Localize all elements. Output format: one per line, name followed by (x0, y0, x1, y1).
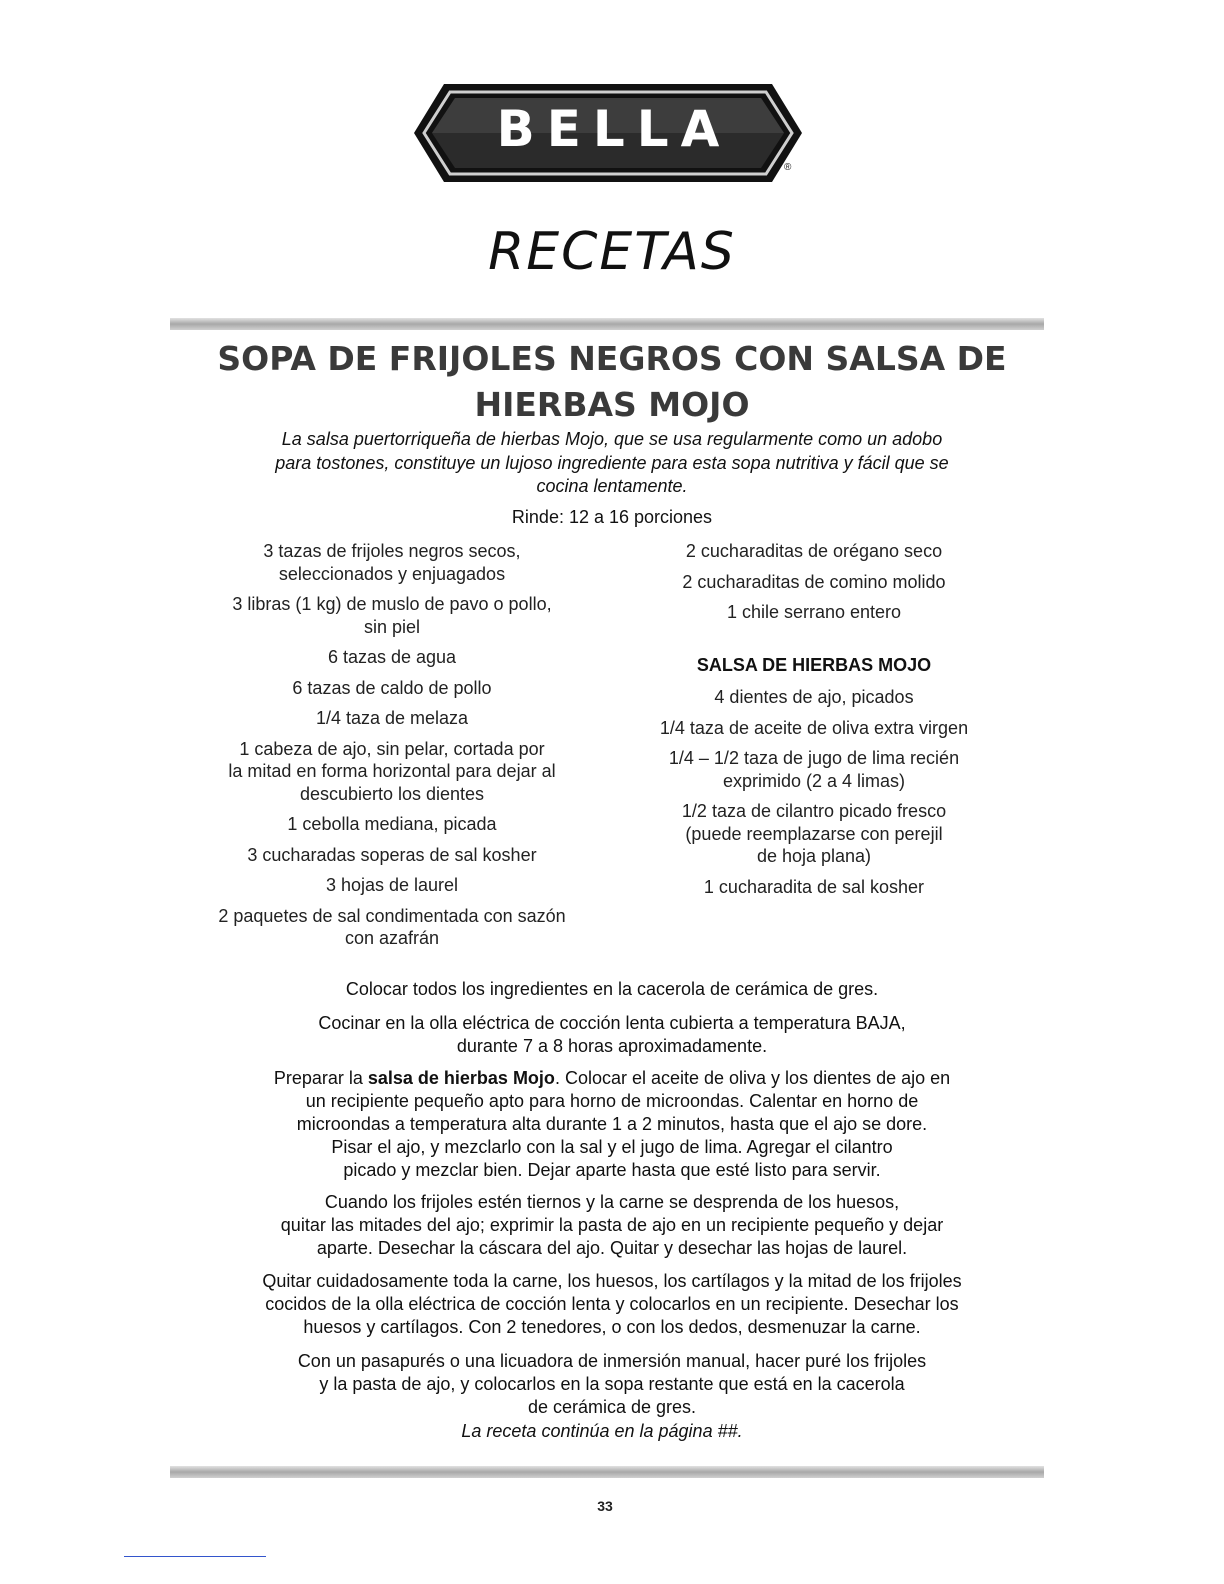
recipe-intro (180, 428, 1044, 499)
instruction-step (170, 1350, 1054, 1419)
step-text: . Colocar el aceite de oliva y los dientes de ajo en (554, 1068, 951, 1088)
registered-mark: ® (784, 162, 792, 173)
intro-line: La salsa puertorriqueña de hierbas Mojo, que se usa regularmente como un adobo (281, 429, 943, 449)
ingredient-line: 1 cucharadita de sal kosher (703, 876, 925, 897)
step-line: Con un pasapurés o una licuadora de inmersión manual, hacer puré los frijoles (297, 1351, 927, 1371)
step-line: picado y mezclar bien. Dejar aparte hasta que esté listo para servir. (343, 1160, 881, 1180)
ingredient-item (182, 707, 602, 730)
ingredient-item (182, 540, 602, 585)
ingredient-line: 3 hojas de laurel (325, 875, 459, 895)
mojo-ingredient-item (614, 747, 1014, 792)
ingredient-item (614, 540, 1014, 563)
step-line: cocidos de la olla eléctrica de cocción lenta y colocarlos en un recipiente. Desechar los (265, 1294, 959, 1314)
ingredient-line: 1 cabeza de ajo, sin pelar, cortada por (239, 738, 545, 759)
step-line: quitar las mitades del ajo; exprimir la pasta de ajo en un recipiente pequeño y dejar (280, 1215, 944, 1235)
ingredient-line: descubierto los dientes (299, 783, 485, 804)
ingredient-line: la mitad en forma horizontal para dejar al (228, 761, 556, 781)
mojo-ingredient-item (614, 717, 1014, 740)
ingredient-line: 2 cucharaditas de comino molido (682, 571, 946, 592)
ingredient-item (182, 593, 602, 638)
ingredient-line: 1/2 taza de cilantro picado fresco (681, 801, 947, 821)
ingredient-line: 3 cucharadas soperas de sal kosher (247, 844, 537, 865)
step-line: Colocar todos los ingredientes en la cacerola de cerámica de gres. (345, 979, 879, 999)
step-line: Cuando los frijoles estén tiernos y la carne se desprenda de los huesos, (324, 1192, 900, 1212)
mojo-ingredient-item (614, 876, 1014, 899)
ingredient-line: 3 libras (1 kg) de muslo de pavo o pollo, (232, 594, 552, 614)
ingredient-line: 1/4 – 1/2 taza de jugo de lima recién (668, 748, 960, 768)
ingredient-item (614, 601, 1014, 624)
ingredient-item (182, 813, 602, 836)
ingredient-line: 1/4 taza de aceite de oliva extra virgen (659, 717, 969, 738)
ingredient-line: sin piel (363, 616, 421, 637)
continuation-note: La receta continúa en la página ##. (461, 1421, 743, 1441)
ingredients-left-column (182, 540, 602, 958)
step-line: huesos y cartílagos. Con 2 tenedores, o con los dedos, desmenuzar la carne. (303, 1317, 921, 1337)
step-bold-text: salsa de hierbas Mojo (367, 1068, 555, 1088)
step-line: un recipiente pequeño apto para horno de microondas. Calentar en horno de (305, 1091, 919, 1111)
instruction-step (170, 978, 1054, 1001)
instruction-step (170, 1012, 1054, 1058)
top-divider-bar (170, 318, 1044, 330)
mojo-ingredient-item (614, 800, 1014, 868)
ingredients-right-column (614, 540, 1014, 906)
ingredient-line: exprimido (2 a 4 limas) (722, 770, 906, 791)
intro-line: para tostones, constituye un lujoso ingrediente para esta sopa nutritiva y fácil que se (275, 452, 949, 473)
ingredient-line: 1/4 taza de melaza (315, 708, 469, 728)
footer-link-underline (124, 1556, 266, 1557)
ingredient-line: 6 tazas de agua (327, 647, 457, 667)
ingredient-line: 4 dientes de ajo, picados (714, 687, 914, 707)
step-line: Cocinar en la olla eléctrica de cocción lenta cubierta a temperatura BAJA, (318, 1013, 906, 1033)
page-number: 33 (597, 1498, 613, 1514)
mojo-heading: SALSA DE HIERBAS MOJO (696, 654, 932, 675)
recipe-title (162, 336, 1062, 428)
step-line: Pisar el ajo, y mezclarlo con la sal y el jugo de lima. Agregar el cilantro (331, 1137, 893, 1157)
step-text: Preparar la (273, 1068, 368, 1088)
recipe-title-line: SOPA DE FRIJOLES NEGROS CON SALSA DE (217, 339, 1007, 378)
mojo-ingredient-item (614, 686, 1014, 709)
step-line (170, 1067, 1054, 1090)
bella-logo (408, 78, 808, 188)
ingredient-line: 2 cucharaditas de orégano seco (685, 541, 943, 561)
ingredient-item (182, 844, 602, 867)
ingredient-line: 3 tazas de frijoles negros secos, (263, 541, 521, 561)
ingredient-line: con azafrán (344, 928, 440, 948)
ingredient-line: (puede reemplazarse con perejil (685, 823, 943, 844)
step-line: de cerámica de gres. (527, 1397, 697, 1417)
ingredient-line: 6 tazas de caldo de pollo (292, 677, 492, 698)
step-line: durante 7 a 8 horas aproximadamente. (456, 1036, 768, 1056)
ingredient-item (614, 571, 1014, 594)
ingredient-line: 1 chile serrano entero (726, 602, 902, 622)
ingredient-item (182, 905, 602, 950)
ingredient-line: de hoja plana) (756, 846, 872, 866)
ingredient-item (182, 646, 602, 669)
recipe-yield: Rinde: 12 a 16 porciones (511, 507, 713, 527)
ingredient-line: 2 paquetes de sal condimentada con sazón (218, 905, 566, 926)
step-line: aparte. Desechar la cáscara del ajo. Quitar y desechar las hojas de laurel. (316, 1238, 908, 1258)
ingredient-line: 1 cebolla mediana, picada (287, 814, 497, 834)
instruction-step (170, 1067, 1054, 1182)
section-title: RECETAS (488, 222, 736, 282)
ingredient-item (182, 874, 602, 897)
logo-text: BELLA (496, 100, 732, 158)
ingredient-item (182, 738, 602, 806)
step-line: y la pasta de ajo, y colocarlos en la sopa restante que está en la cacerola (319, 1374, 905, 1394)
ingredient-line: seleccionados y enjuagados (278, 563, 506, 584)
step-line: microondas a temperatura alta durante 1 a 2 minutos, hasta que el ajo se dore. (296, 1114, 928, 1134)
instruction-step (170, 1191, 1054, 1260)
recipe-title-line: HIERBAS MOJO (474, 385, 750, 424)
step-line: Quitar cuidadosamente toda la carne, los huesos, los cartílagos y la mitad de los frijoles (262, 1271, 962, 1291)
bottom-divider-bar (170, 1466, 1044, 1478)
ingredient-item (182, 677, 602, 700)
instruction-step (170, 1270, 1054, 1339)
intro-line: cocina lentamente. (536, 476, 688, 496)
